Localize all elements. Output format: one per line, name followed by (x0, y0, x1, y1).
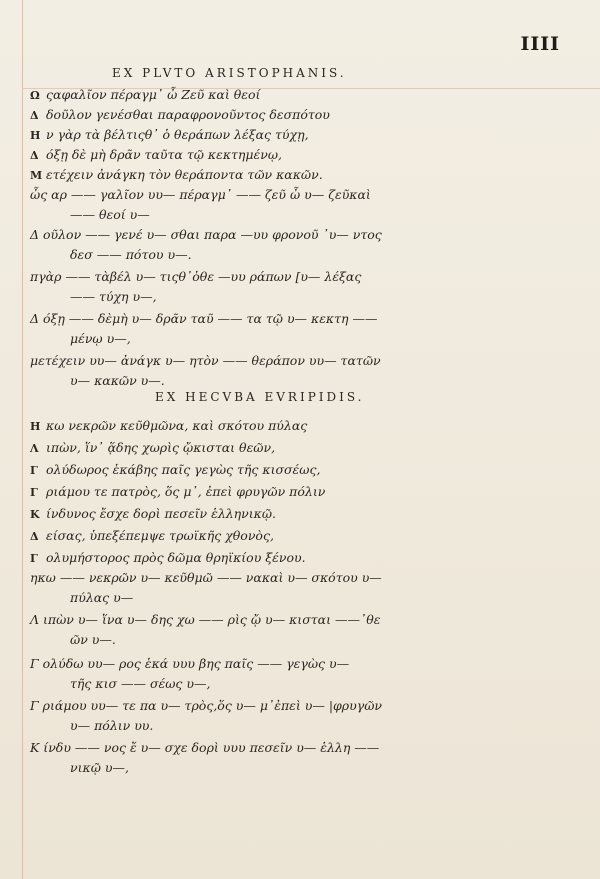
verse-text: όξῃ δὲ μὴ δρᾶν ταῦτα τῷ κεκτημένῳ, (46, 147, 283, 162)
verse-line (30, 147, 282, 162)
verse-text: κω νεκρῶν κεῦθμῶνα, καὶ σκότου πύλας (46, 418, 308, 433)
scansion-line: Λ ιπὼν υ— ἵνα υ— δης χω —— ρὶς ᾤ υ— κισται ——᾽θε (30, 612, 381, 627)
speaker-letter: Κ (30, 508, 40, 521)
verse-text: ςαφαλῖον πέραγμ᾽ ὦ Ζεῦ καὶ θεοί (46, 87, 261, 102)
verse-line (30, 418, 307, 433)
scansion-line: Δ οῦλον —— γενέ υ— σθαι παρα —υυ φρονοῦ ᾽υ— ντος (30, 227, 382, 242)
verse-text: είσας, ὑπεξέπεμψε τρωϊκῆς χθονὸς, (46, 528, 274, 543)
scansion-line: υ— πόλιν υυ. (70, 718, 154, 733)
speaker-letter: Η (30, 129, 41, 142)
verse-line (30, 87, 260, 102)
scansion-line: Γ ριάμου υυ— τε πα υ— τρὸς,ὅς υ— μ᾽ἐπεὶ υ— |φρυγῶν (30, 698, 382, 713)
verse-line (30, 528, 274, 543)
scansion-line: ῶν υ—. (70, 632, 116, 647)
verse-text: ολύδωρος ἑκάβης παῖς γεγὼς τῆς κισσέως, (46, 462, 321, 477)
verse-text: ριάμου τε πατρὸς, ὅς μ᾽, ἐπεὶ φρυγῶν πόλιν (46, 484, 326, 499)
scansion-line: δεσ —— πότου υ—. (70, 247, 192, 262)
scansion-line: μένῳ υ—, (70, 331, 131, 346)
speaker-letter: Μ (30, 169, 43, 182)
verse-text: ολυμήστορος πρὸς δῶμα θρηϊκίου ξένου. (46, 550, 306, 565)
scansion-line: —— θεοί υ— (70, 207, 150, 222)
scansion-line: —— τύχη υ—, (70, 289, 157, 304)
speaker-letter: Η (30, 420, 41, 433)
verse-line (30, 506, 276, 521)
verse-line (30, 127, 309, 142)
verse-line (30, 462, 320, 477)
speaker-letter: Δ (30, 109, 39, 122)
folio-number: IIII (520, 33, 560, 55)
scansion-line: υ— κακῶν υ—. (70, 373, 165, 388)
scansion-line: Δ όξῃ —— δὲμὴ υ— δρᾶν ταῦ —— τα τῷ υ— κεκτη —— (30, 311, 378, 326)
verse-text: ίνδυνος ἔσχε δορὶ πεσεῖν ἑλληνικῷ. (46, 506, 277, 521)
speaker-letter: Γ (30, 486, 38, 499)
scansion-line: ὦς αρ —— γαλῖον υυ— πέραγμ᾽ —— ζεῦ ὦ υ— ζεῦκαὶ (30, 187, 371, 202)
verse-line (30, 484, 325, 499)
verse-line (30, 107, 330, 122)
scansion-line: Γ ολύδω υυ— ρος ἑκά υυυ βης παῖς —— γεγὼς υ— (30, 656, 350, 671)
scansion-line: μετέχειν υυ— ἀνάγκ υ— ητὸν —— θεράπον υυ— τατῶν (30, 353, 381, 368)
scansion-line: τῆς κισ —— σέως υ—, (70, 676, 211, 691)
speaker-letter: Δ (30, 530, 39, 543)
speaker-letter: Ω (30, 89, 40, 102)
speaker-letter: Γ (30, 464, 38, 477)
margin-rule (22, 0, 23, 879)
verse-line (30, 167, 323, 182)
scansion-line: πγὰρ —— τὰβέλ υ— τιςθ᾽ὁθε —υυ ράπων [υ— λέξας (30, 269, 362, 284)
scansion-line: Κ ίνδυ —— νος ἔ υ— σχε δορὶ υυυ πεσεῖν υ— ἑλλη —— (30, 740, 380, 755)
section-heading-hecuba: EX HECVBA EVRIPIDIS. (155, 390, 365, 404)
scansion-line: ηκω —— νεκρῶν υ— κεῦθμῶ —— νακαὶ υ— σκότου υ— (30, 570, 382, 585)
verse-text: ετέχειν ἀνάγκη τὸν θεράποντα τῶν κακῶν. (46, 167, 323, 182)
scansion-line: πύλας υ— (70, 590, 134, 605)
speaker-letter: Δ (30, 149, 39, 162)
verse-text: ν γὰρ τὰ βέλτιςθ᾽ ὁ θεράπων λέξας τύχῃ, (46, 127, 309, 142)
section-heading-pluto: EX PLVTO ARISTOPHANIS. (112, 66, 347, 80)
verse-line (30, 550, 306, 565)
scansion-line: νικῷ υ—, (70, 760, 129, 775)
speaker-letter: Λ (30, 442, 39, 455)
speaker-letter: Γ (30, 552, 38, 565)
verse-text: δοῦλον γενέσθαι παραφρονοῦντος δεσπότου (46, 107, 330, 122)
verse-text: ιπὼν, ἵν᾽ ᾅδης χωρὶς ᾤκισται θεῶν, (46, 440, 276, 455)
verse-line (30, 440, 275, 455)
